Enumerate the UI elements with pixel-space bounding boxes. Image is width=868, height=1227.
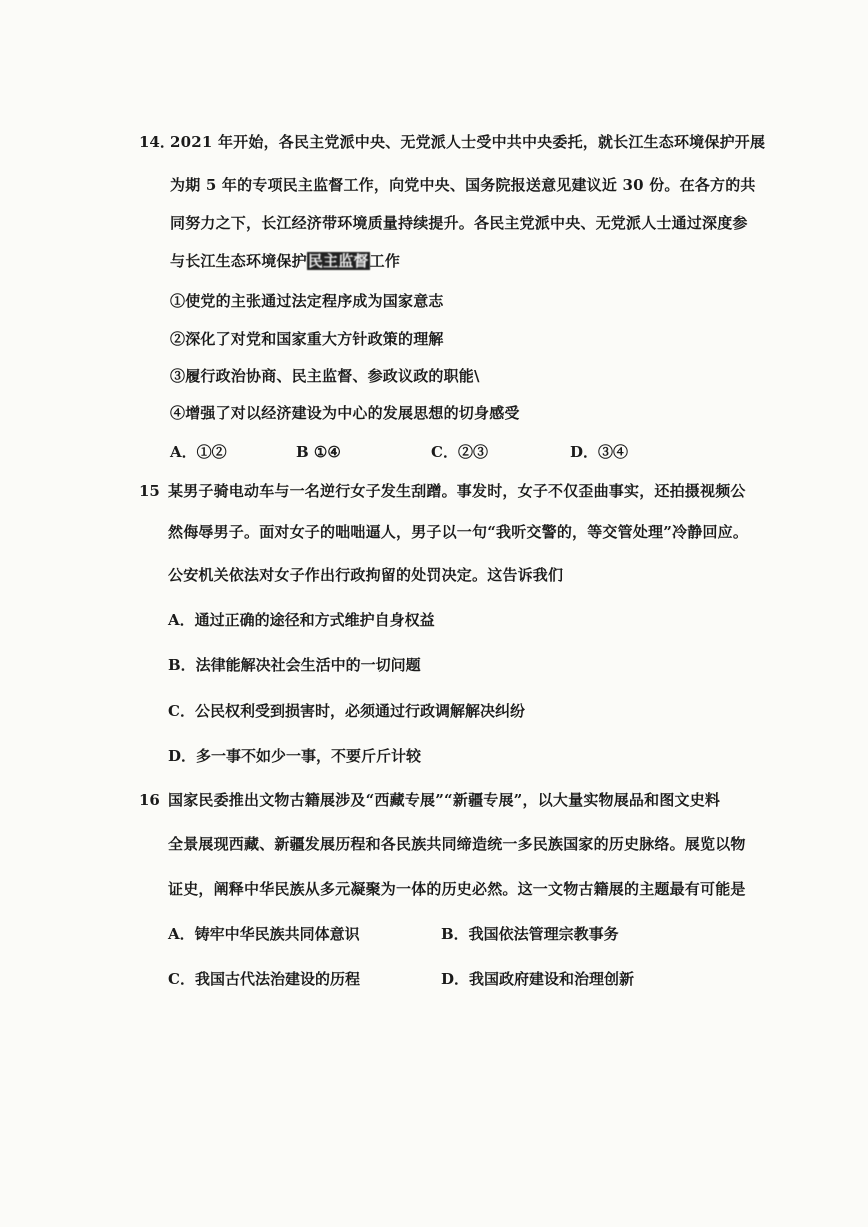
question-number: 15 [139,482,160,500]
question-stem-line: 全景展现西藏、新疆发展历程和各民族共同缔造统一多民族国家的历史脉络。展览以物 [168,835,746,853]
stem-text: 与长江生态环境保护 [170,252,307,270]
option-d[interactable]: D．③④ [570,443,629,461]
statement-item: ②深化了对党和国家重大方针政策的理解 [170,330,444,348]
statement-item: ④增强了对以经济建设为中心的发展思想的切身感受 [170,404,520,422]
statement-item: ①使党的主张通过法定程序成为国家意志 [170,292,444,310]
option-d[interactable]: D．多一事不如少一事，不要斤斤计较 [168,747,422,765]
option-a[interactable]: A．①② [170,443,227,461]
smudged-text: 民主监督 [307,252,369,270]
option-c[interactable]: C．我国古代法治建设的历程 [168,970,360,988]
question-stem-line: 公安机关依法对女子作出行政拘留的处罚决定。这告诉我们 [168,566,564,584]
question-stem-line: 2021 年开始，各民主党派中央、无党派人士受中共中央委托，就长江生态环境保护开展 [170,133,766,151]
option-b[interactable]: B．我国依法管理宗教事务 [441,925,619,943]
question-stem-line: 国家民委推出文物古籍展涉及“西藏专展”“新疆专展”，以大量实物展品和图文史料 [168,791,721,809]
question-stem-line: 证史，阐释中华民族从多元凝聚为一体的历史必然。这一文物古籍展的主题最有可能是 [168,880,746,898]
question-number: 14． [139,133,175,151]
stem-text: 工作 [369,252,401,270]
question-stem-line [170,252,400,270]
option-a[interactable]: A．通过正确的途径和方式维护自身权益 [168,611,435,629]
option-c[interactable]: C．②③ [431,443,488,461]
question-stem-line: 然侮辱男子。面对女子的咄咄逼人，男子以一句“我听交警的，等交管处理”冷静回应。 [168,523,749,541]
question-stem-line: 某男子骑电动车与一名逆行女子发生刮蹭。事发时，女子不仅歪曲事实，还拍摄视频公 [168,482,746,500]
question-number: 16 [139,791,160,809]
question-stem-line: 同努力之下，长江经济带环境质量持续提升。各民主党派中央、无党派人士通过深度参 [170,214,748,232]
option-c[interactable]: C．公民权利受到损害时，必须通过行政调解解决纠纷 [168,702,525,720]
question-stem-line: 为期 5 年的专项民主监督工作，向党中央、国务院报送意见建议近 30 份。在各方的共 [170,176,756,194]
option-a[interactable]: A．铸牢中华民族共同体意识 [168,925,360,943]
statement-item: ③履行政治协商、民主监督、参政议政的职能\ [170,367,480,385]
option-b[interactable]: B ①④ [296,443,341,461]
option-b[interactable]: B．法律能解决社会生活中的一切问题 [168,656,421,674]
option-d[interactable]: D．我国政府建设和治理创新 [441,970,635,988]
